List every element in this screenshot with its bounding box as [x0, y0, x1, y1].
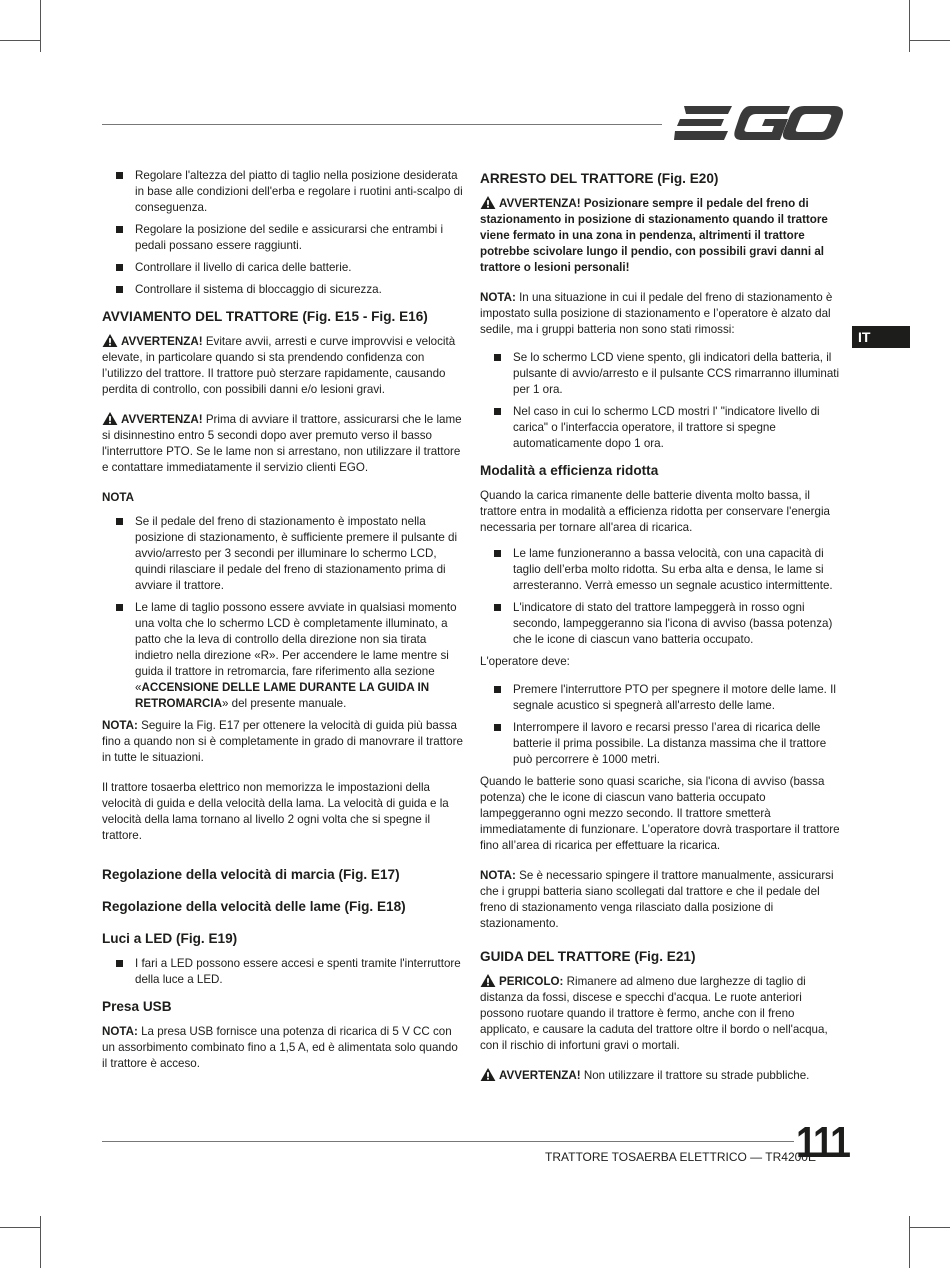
crop-mark: [910, 1227, 950, 1228]
warning-label: AVVERTENZA!: [121, 413, 203, 426]
nota-label: NOTA:: [480, 869, 516, 882]
operatore-list: [480, 682, 844, 768]
heading-arresto: ARRESTO DEL TRATTORE (Fig. E20): [480, 171, 719, 186]
list-item: [480, 404, 844, 452]
list-item-text: Se lo schermo LCD viene spento, gli indicatori della batteria, il pulsante di avvio/arresto e il pulsante CCS rimarranno illuminati per 1 ora.: [513, 351, 840, 396]
warning-paragraph: [102, 412, 466, 476]
heading-marcia: Regolazione della velocità di marcia (Fig. E17): [102, 867, 400, 882]
nota-text: Seguire la Fig. E17 per ottenere la velocità di guida più bassa fino a quando non si è completamente in grado di manovrare il trattore in tutte le situazioni.: [102, 719, 463, 764]
heading-usb: Presa USB: [102, 999, 172, 1014]
efficienza-list: [480, 546, 844, 648]
nota-label: NOTA:: [480, 291, 516, 304]
footer-rule: [102, 1141, 794, 1142]
warning-text: Evitare avvii, arresti e curve improvvisi e velocità elevate, in particolare quando si sta prendendo confidenza con l’utilizzo del trattore. Il trattore può sterzare rapidamente, causando perdita di controllo, con possibili danni e/o lesioni gravi.: [102, 335, 456, 396]
page-number: 111: [796, 1118, 850, 1167]
memory-paragraph: Il trattore tosaerba elettrico non memorizza le impostazioni della velocità di guida e della velocità della lama. La velocità di guida e la velocità della lama tornano al livello 2 ogni volta che si spegne il trattore.: [102, 781, 449, 842]
nota-text: Se è necessario spingere il trattore manualmente, assicurarsi che i gruppi batteria siano scollegati dal trattore e che il pedale del freno di stazionamento venga rilasciato dalla posizione di stazionamento.: [480, 869, 834, 930]
warning-triangle-icon: [102, 334, 118, 347]
crop-mark: [909, 1216, 910, 1268]
warning-triangle-icon: [102, 412, 118, 425]
bullet-square-icon: [494, 686, 501, 693]
crop-mark: [909, 0, 910, 52]
list-item-text: Nel caso in cui lo schermo LCD mostri l' "indicatore livello di carica" o l'interfaccia operatore, il trattore si spegne automaticamente dopo 1 ora.: [513, 405, 820, 450]
warning-text: Non utilizzare il trattore su strade pubbliche.: [580, 1069, 810, 1082]
warning-triangle-icon: [480, 974, 496, 987]
heading-luci: Luci a LED (Fig. E19): [102, 931, 238, 946]
bullet-square-icon: [116, 264, 123, 271]
crop-mark: [0, 1227, 40, 1228]
warning-paragraph: [480, 196, 844, 276]
warning-text: Prima di avviare il trattore, assicurarsi che le lame si disinnestino entro 5 secondi dopo aver premuto verso il basso l'interruttore PTO. Se le lame non si arrestano, non utilizzare il trattore e contattare immediatamente il servizio clienti EGO.: [102, 413, 462, 474]
warning-paragraph: [480, 1068, 844, 1084]
ego-logo: [672, 104, 844, 142]
nota-heading-text: NOTA: [102, 491, 134, 504]
list-item: [102, 260, 466, 276]
bullet-square-icon: [494, 604, 501, 611]
warning-triangle-icon: [480, 196, 496, 209]
list-item: [102, 222, 466, 254]
heading-avviamento: AVVIAMENTO DEL TRATTORE (Fig. E15 - Fig. E16): [102, 309, 428, 324]
warning-paragraph: [102, 334, 466, 398]
list-item: [480, 546, 844, 594]
list-item: [102, 956, 466, 988]
list-item-text: Controllare il livello di carica delle batterie.: [135, 261, 352, 274]
list-item-text: Interrompere il lavoro e recarsi presso l’area di ricarica delle batterie il prima possibile. La distanza massima che il trattore può percorrere è 1000 metri.: [513, 721, 827, 766]
list-item-text: I fari a LED possono essere accesi e spenti tramite l'interruttore della luce a LED.: [135, 957, 461, 986]
list-item: [480, 682, 844, 714]
list-item-text: L'indicatore di stato del trattore lampeggerà in rosso ogni secondo, lampeggeranno sia l'icona di avviso (bassa potenza) che le icone di ciascun vano batteria occupato.: [513, 601, 833, 646]
section-reference: ACCENSIONE DELLE LAME DURANTE LA GUIDA IN RETROMARCIA: [135, 681, 430, 710]
heading-guida: GUIDA DEL TRATTORE (Fig. E21): [480, 949, 696, 964]
bullet-square-icon: [494, 354, 501, 361]
nota-label: NOTA:: [102, 1025, 138, 1038]
nota-paragraph: [102, 718, 466, 766]
list-item: [480, 350, 844, 398]
left-column: [102, 168, 466, 1080]
warning-label: AVVERTENZA!: [499, 197, 581, 210]
nota-paragraph: [480, 290, 844, 338]
danger-label: PERICOLO:: [499, 975, 564, 988]
warning-text: Posizionare sempre il pedale del freno di stazionamento in posizione di stazionamento quando il trattore viene fermato in una zona in pendenza, altrimenti il trattore potrebbe scivolare lungo il pendio, con possibili gravi danni al trattore o lesioni personali!: [480, 197, 828, 274]
list-item: [102, 514, 466, 594]
scariche-paragraph: Quando le batterie sono quasi scariche, sia l'icona di avviso (bassa potenza) che le icone di ciascun vano batteria occupato lampeggeranno ogni mezzo secondo. Il trattore smetterà immediatamente di funzionare. L’operatore dovrà trasportare il trattore fino all’area di ricarica per effettuare la ricarica.: [480, 775, 840, 852]
bullet-square-icon: [494, 550, 501, 557]
bullet-square-icon: [116, 604, 123, 611]
crop-mark: [40, 1216, 41, 1268]
nota-paragraph: [480, 868, 844, 932]
list-item: [102, 282, 466, 298]
list-item-text: Controllare il sistema di bloccaggio di sicurezza.: [135, 283, 382, 296]
list-item-text: Se il pedale del freno di stazionamento è impostato nella posizione di stazionamento, è sufficiente premere il pulsante di avvio/arresto per 3 secondi per illuminare lo schermo LCD, quindi rilasciare il pedale del freno di stazionamento prima di avviare il trattore.: [135, 515, 458, 592]
efficienza-paragraph: Quando la carica rimanente delle batterie diventa molto bassa, il trattore entra in modalità a efficienza ridotta per conservare l'energia necessaria per tornare all'area di ricarica.: [480, 489, 831, 534]
nota-heading: [102, 490, 466, 506]
bullet-square-icon: [116, 518, 123, 525]
crop-mark: [40, 0, 41, 52]
warning-label: AVVERTENZA!: [499, 1069, 581, 1082]
list-item-text: Le lame di taglio possono essere avviate in qualsiasi momento una volta che lo schermo LCD è completamente illuminato, a patto che la leva di controllo della direzione non sia tirata indietro nella direzione «R». Per accendere le lame mentre si guida il trattore in retromarcia, fare riferimento alla sezione «: [135, 601, 457, 694]
preparation-list: [102, 168, 466, 298]
language-tab: IT: [852, 326, 910, 348]
heading-efficienza: Modalità a efficienza ridotta: [480, 463, 659, 478]
bullet-square-icon: [494, 724, 501, 731]
list-item-text: » del presente manuale.: [221, 697, 347, 710]
bullet-square-icon: [116, 286, 123, 293]
list-item-text: Le lame funzioneranno a bassa velocità, con una capacità di taglio dell’erba molto ridotta. Su erba alta e densa, le lame si arresteranno. Verrà emesso un segnale acustico intermittente.: [513, 547, 833, 592]
list-item: [102, 600, 466, 712]
list-item: [480, 600, 844, 648]
bullet-square-icon: [116, 172, 123, 179]
arresto-list: [480, 350, 844, 452]
list-item: [480, 720, 844, 768]
danger-text: Rimanere ad almeno due larghezze di taglio di distanza da fossi, discese e specchi d'acqua. Le ruote anteriori possono ruotare quando il trattore è fermo, anche con il freno applicato, e causare la caduta del trattore oltre il bordo o nell'acqua, con il rischio di infortuni gravi o mortali.: [480, 975, 828, 1052]
operatore-label: L'operatore deve:: [480, 655, 570, 668]
bullet-square-icon: [116, 960, 123, 967]
nota-text: La presa USB fornisce una potenza di ricarica di 5 V CC con un assorbimento combinato fino a 1,5 A, ed è alimentata solo quando il trattore è acceso.: [102, 1025, 458, 1070]
list-item: [102, 168, 466, 216]
right-column: [480, 168, 844, 1092]
nota-list: [102, 514, 466, 712]
header-rule: [102, 124, 662, 125]
heading-lame: Regolazione della velocità delle lame (Fig. E18): [102, 899, 406, 914]
warning-triangle-icon: [480, 1068, 496, 1081]
list-item-text: Regolare l'altezza del piatto di taglio nella posizione desiderata in base alle condizioni dell'erba e regolare i ruotini anti-scalpo di conseguenza.: [135, 169, 463, 214]
nota-text: In una situazione in cui il pedale del freno di stazionamento è impostato sulla posizione di stazionamento e l’operatore è alzato dal sedile, ma i gruppi batteria non sono stati rimossi:: [480, 291, 833, 336]
danger-paragraph: [480, 974, 844, 1054]
crop-mark: [0, 40, 40, 41]
footer-title: TRATTORE TOSAERBA ELETTRICO — TR4200E: [545, 1150, 816, 1164]
warning-label: AVVERTENZA!: [121, 335, 203, 348]
list-item-text: Regolare la posizione del sedile e assicurarsi che entrambi i pedali possano essere raggiunti.: [135, 223, 444, 252]
nota-label: NOTA:: [102, 719, 138, 732]
list-item-text: Premere l'interruttore PTO per spegnere il motore delle lame. Il segnale acustico si spegnerà all'arresto delle lame.: [513, 683, 836, 712]
usb-paragraph: [102, 1024, 466, 1072]
crop-mark: [910, 40, 950, 41]
luci-list: [102, 956, 466, 988]
bullet-square-icon: [494, 408, 501, 415]
bullet-square-icon: [116, 226, 123, 233]
